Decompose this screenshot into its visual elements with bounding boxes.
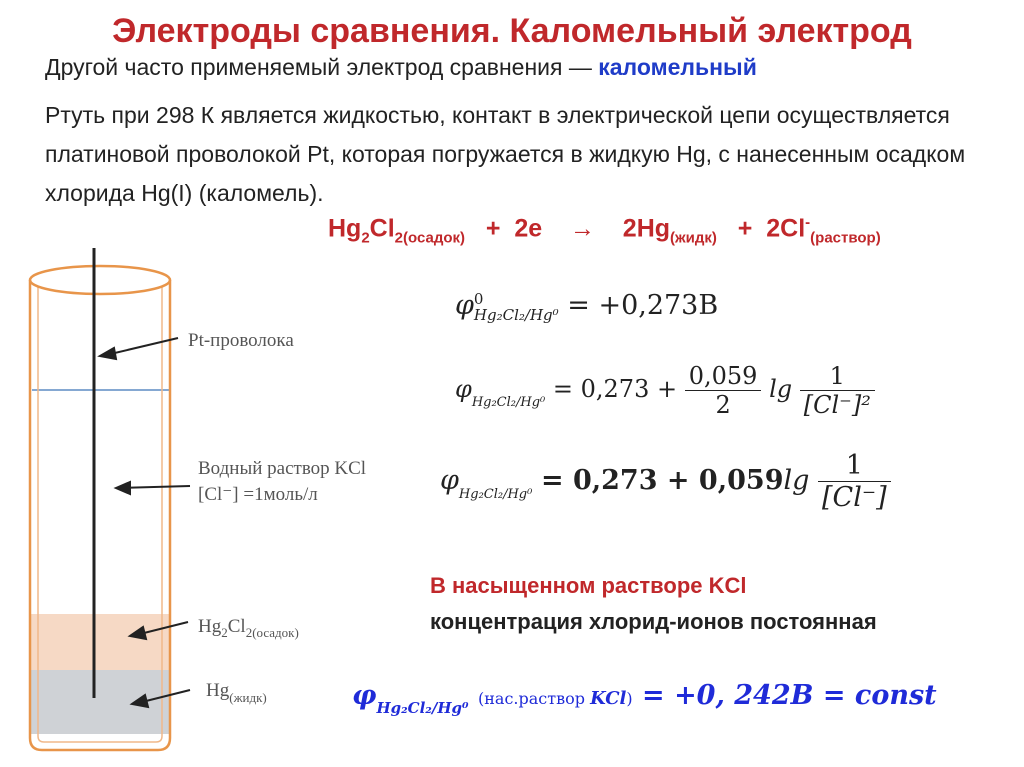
lg-symbol: lg bbox=[769, 375, 793, 403]
paren-open: ( bbox=[478, 689, 485, 708]
product-cl: 2Cl bbox=[766, 214, 806, 243]
product-hg: 2Hg bbox=[622, 214, 671, 243]
mercury-sub: (жидк) bbox=[229, 690, 267, 705]
calomel-layer bbox=[30, 614, 170, 670]
formula1-rhs: = +0,273B bbox=[567, 290, 719, 321]
electrons: 2e bbox=[514, 214, 543, 243]
paren-close: ) bbox=[626, 689, 633, 708]
phi-superscript: 0 bbox=[473, 289, 484, 308]
frac2-numerator: 1 bbox=[800, 362, 875, 391]
tube-top-rim bbox=[30, 266, 170, 294]
calomel-hg: Hg bbox=[198, 616, 222, 637]
reaction-arrow: → bbox=[570, 214, 595, 243]
description-paragraph: Ртуть при 298 К является жидкостью, контакт в электрической цепи осуществляется платиновой проволокой Pt, которая погружается в жидкую Hg, с нанесенным осадком хлорида Hg(I) (каломель). bbox=[45, 102, 966, 206]
phi-symbol: φ bbox=[455, 375, 472, 403]
saturated-potential-formula bbox=[352, 680, 937, 717]
mercury-hg: Hg bbox=[206, 680, 230, 701]
nernst-formula bbox=[455, 362, 875, 419]
product-cl-sub: (раствор) bbox=[810, 229, 881, 247]
saturated-note bbox=[430, 568, 877, 640]
formula4-rhs: = +0, 242B = const bbox=[632, 680, 937, 711]
reactant-cl: Cl bbox=[369, 214, 395, 243]
paren-text: нас.раствор bbox=[484, 689, 591, 708]
intro-highlight: каломельный bbox=[598, 54, 757, 80]
arrow-kcl-head bbox=[116, 482, 130, 494]
reactant-sub1: 2 bbox=[361, 229, 370, 247]
fraction-concentration bbox=[800, 362, 875, 419]
arrow-pt-wire-head bbox=[100, 348, 116, 359]
reactant-hg: Hg bbox=[328, 214, 362, 243]
phi-symbol: φ bbox=[440, 465, 459, 496]
frac2-denominator: [Cl⁻]² bbox=[803, 391, 871, 419]
intro-plain: Другой часто применяемый электрод сравнения — bbox=[45, 54, 599, 80]
intro-text bbox=[45, 54, 757, 81]
frac-numerator: 1 bbox=[818, 450, 891, 482]
plus-2: + bbox=[737, 214, 753, 243]
fraction-concentration bbox=[818, 450, 891, 513]
label-calomel bbox=[198, 616, 299, 640]
phi-subscript: Hg₂Cl₂/Hg⁰ bbox=[458, 487, 533, 502]
product-cl-sup: - bbox=[805, 214, 811, 231]
plus-1: + bbox=[485, 214, 501, 243]
lg-symbol: lg bbox=[783, 465, 810, 496]
frac-denominator: 2 bbox=[715, 391, 731, 419]
simplified-nernst-formula bbox=[440, 450, 891, 513]
page-title: Электроды сравнения. Каломельный электрод bbox=[112, 12, 912, 50]
product-hg-sub: (жидк) bbox=[670, 229, 717, 247]
label-pt-wire: Pt-проволока bbox=[188, 330, 294, 351]
reactant-sub2: 2(осадок) bbox=[394, 229, 466, 247]
phi-symbol: φ bbox=[455, 290, 474, 321]
label-kcl-solution: Водный раствор KCl bbox=[198, 458, 367, 479]
label-kcl-conc: [Cl⁻] =1моль/л bbox=[198, 484, 318, 505]
phi-subscript: Hg₂Cl₂/Hg⁰ bbox=[473, 305, 559, 324]
note-line-2: концентрация хлорид-ионов постоянная bbox=[430, 609, 877, 634]
calomel-sub2: 2(осадок) bbox=[245, 625, 299, 640]
phi-symbol: φ bbox=[352, 680, 377, 711]
phi-subscript: Hg₂Cl₂/Hg⁰ bbox=[376, 699, 469, 717]
label-mercury bbox=[206, 680, 267, 705]
formula2-const: = 0,273 + bbox=[552, 375, 678, 403]
mercury-layer bbox=[30, 670, 170, 734]
phi-subscript: Hg₂Cl₂/Hg⁰ bbox=[471, 395, 546, 410]
standard-potential-formula bbox=[455, 290, 718, 323]
calomel-sub1: 2 bbox=[221, 625, 228, 640]
frac-denominator: [Cl⁻] bbox=[822, 482, 887, 513]
paren-kcl: KCl bbox=[590, 688, 627, 709]
calomel-electrode-diagram bbox=[20, 238, 380, 758]
frac-numerator: 0,059 bbox=[685, 362, 762, 391]
fraction-coefficient bbox=[685, 362, 762, 419]
calomel-cl: Cl bbox=[227, 616, 246, 637]
formula3-rhs: = 0,273 + 0,059 bbox=[540, 465, 784, 496]
reaction-equation bbox=[328, 214, 881, 246]
note-line-1: В насыщенном растворе KCl bbox=[430, 573, 747, 598]
